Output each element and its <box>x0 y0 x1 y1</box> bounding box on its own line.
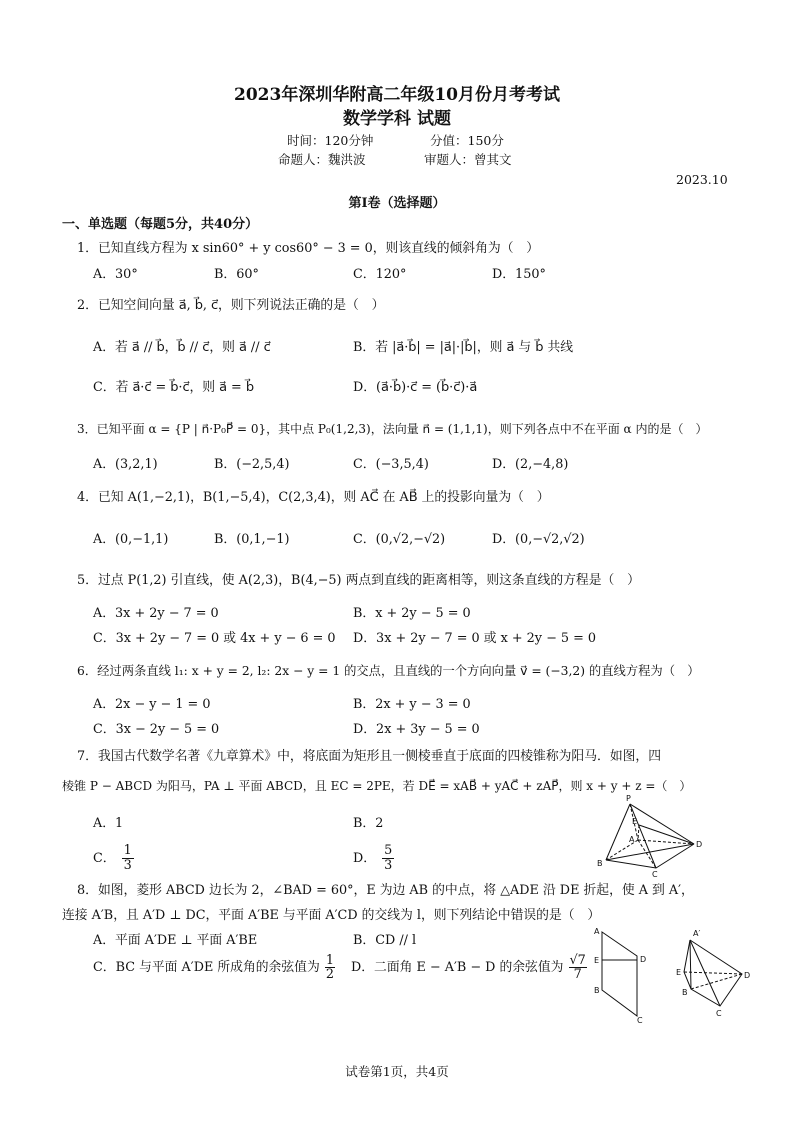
q4-option-b: B．(0,1,−1) <box>214 532 290 547</box>
edge-pd <box>630 804 694 844</box>
q6-option-b: B．2x + y − 3 = 0 <box>353 697 471 712</box>
q5-option-a: A．3x + 2y − 7 = 0 <box>93 606 219 621</box>
part-heading: 第I卷（选择题） <box>348 196 446 211</box>
q6-option-c: C．3x − 2y − 5 = 0 <box>93 722 220 737</box>
label-a: A <box>629 835 635 844</box>
q7-option-d-fraction <box>382 844 394 873</box>
edge-ea <box>638 825 639 840</box>
label-c: C <box>652 870 658 878</box>
exam-author: 命题人：魏洪波 <box>278 152 366 167</box>
q8-option-d-label: D．二面角 E − A′B − D 的余弦值为 <box>351 960 564 975</box>
label-e-right: E <box>676 968 682 977</box>
label-b: B <box>597 859 603 868</box>
folded-solid-outline <box>684 940 742 1006</box>
exam-title: 2023年深圳华附高二年级10月份月考考试 <box>234 85 560 105</box>
q5-option-d: D．3x + 2y − 7 = 0 或 x + 2y − 5 = 0 <box>353 631 597 646</box>
question-6-stem: 6．经过两条直线 l₁: x + y = 2, l₂: 2x − y = 1 的交点，且直线的一个方向向量 v⃗ = (−3,2) 的直线方程为（ ） <box>77 664 700 678</box>
q4-option-a: A．(0,−1,1) <box>93 532 169 547</box>
q8-option-c-label: C．BC 与平面 A′DE 所成角的余弦值为 <box>93 960 320 975</box>
q1-option-a: A．30° <box>93 267 138 282</box>
q8-option-a: A．平面 A′DE ⊥ 平面 A′BE <box>93 933 258 948</box>
q7-option-d-label: D． <box>353 851 377 866</box>
q8-option-d <box>351 954 587 981</box>
q1-option-c: C．120° <box>353 267 407 282</box>
question-4-stem: 4．已知 A(1,−2,1)，B(1,−5,4)，C(2,3,4)，则 AC⃗ 在 AB⃗ 上的投影向量为（ ） <box>77 490 550 505</box>
label-d: D <box>696 840 703 849</box>
q1-option-b: B．60° <box>214 267 259 282</box>
q8-c-denominator: 2 <box>325 967 334 982</box>
q3-option-c: C．(−3,5,4) <box>353 457 429 472</box>
label-c-left: C <box>637 1016 643 1024</box>
page-footer: 试卷第1页，共4页 <box>345 1064 449 1079</box>
question-3-stem: 3．已知平面 α = {P | n⃗·P₀P⃗ = 0}，其中点 P₀(1,2,3)，法向量 n⃗ = (1,1,1)，则下列各点中不在平面 α 内的是（ ） <box>77 422 708 436</box>
q8-option-d-fraction <box>569 954 587 981</box>
q7-d-denominator: 3 <box>384 858 393 873</box>
label-e: E <box>632 817 638 826</box>
q8-d-denominator: 7 <box>573 967 582 982</box>
label-a-left: A <box>594 927 600 936</box>
q7-option-b: B．2 <box>353 816 384 831</box>
q4-option-c: C．(0,√2,−√2) <box>353 532 446 547</box>
q3-option-a: A．(3,2,1) <box>93 457 158 472</box>
q7-option-d <box>353 844 394 873</box>
label-a-prime: A′ <box>693 929 701 938</box>
q7-c-denominator: 3 <box>123 858 132 873</box>
q3-option-d: D．(2,−4,8) <box>492 457 569 472</box>
edge-a2b <box>690 940 691 989</box>
question-2-stem: 2．已知空间向量 a⃗, b⃗, c⃗，则下列说法正确的是（ ） <box>77 298 385 313</box>
exam-date: 2023.10 <box>676 172 728 187</box>
section-heading: 一、单选题（每题5分，共40分） <box>62 217 259 232</box>
label-c-right: C <box>716 1009 722 1018</box>
label-p: P <box>626 794 631 803</box>
question-8-line-2: 连接 A′B，且 A′D ⊥ DC，平面 A′BE 与平面 A′CD 的交线为 l，则下列结论中错误的是（ ） <box>62 908 601 923</box>
q8-rhombus-figure <box>592 924 757 1024</box>
exam-reviewer: 审题人：曾其文 <box>424 152 512 167</box>
rhombus-abcd <box>602 932 637 1016</box>
q8-option-c-fraction <box>325 954 335 981</box>
exam-time: 时间：120分钟 <box>287 133 374 148</box>
question-1-stem: 1．已知直线方程为 x sin60° + y cos60° − 3 = 0，则该直线的倾斜角为（ ） <box>77 241 540 256</box>
q4-option-d: D．(0,−√2,√2) <box>492 532 585 547</box>
exam-subtitle: 数学学科 试题 <box>343 109 451 129</box>
q6-option-d: D．2x + 3y − 5 = 0 <box>353 722 480 737</box>
q5-option-c: C．3x + 2y − 7 = 0 或 4x + y − 6 = 0 <box>93 631 336 646</box>
label-d-left: D <box>640 955 647 964</box>
edge-ed <box>639 825 694 844</box>
pyramid-base-front <box>606 844 694 868</box>
q1-option-d: D．150° <box>492 267 546 282</box>
label-b-right: B <box>682 988 688 997</box>
q7-pyramid-figure <box>594 792 704 878</box>
q2-option-d: D．(a⃗·b⃗)·c⃗ = (b⃗·c⃗)·a⃗ <box>353 380 478 395</box>
q2-option-b: B．若 |a⃗·b⃗| = |a⃗|·|b⃗|，则 a⃗ 与 b⃗ 共线 <box>353 340 574 355</box>
q8-option-c <box>93 954 335 981</box>
q2-option-a: A．若 a⃗ // b⃗，b⃗ // c⃗，则 a⃗ // c⃗ <box>93 340 271 355</box>
edge-pb <box>606 804 630 860</box>
question-7-line-1: 7．我国古代数学名著《九章算术》中，将底面为矩形且一侧棱垂直于底面的四棱锥称为阳马．如图，四 <box>77 749 662 764</box>
q3-option-b: B．(−2,5,4) <box>214 457 290 472</box>
q6-option-a: A．2x − y − 1 = 0 <box>93 697 211 712</box>
q2-option-c: C．若 a⃗·c⃗ = b⃗·c⃗，则 a⃗ = b⃗ <box>93 380 254 395</box>
q8-d-numerator: √7 <box>569 953 586 968</box>
q8-option-b: B．CD // l <box>353 933 417 948</box>
q7-option-c <box>93 844 134 873</box>
label-d-right: D <box>744 971 751 980</box>
q7-option-a: A．1 <box>93 816 124 831</box>
label-e-left: E <box>594 956 600 965</box>
edge-bd-folded <box>691 974 742 989</box>
q7-c-numerator: 1 <box>123 843 132 858</box>
question-7-line-2: 棱锥 P − ABCD 为阳马，PA ⊥ 平面 ABCD，且 EC = 2PE，若 DE⃗ = xAB⃗ + yAC⃗ + zAP⃗，则 x + y + z =（ ） <box>62 779 692 793</box>
q5-option-b: B．x + 2y − 5 = 0 <box>353 606 471 621</box>
q7-option-c-label: C． <box>93 851 116 866</box>
question-5-stem: 5．过点 P(1,2) 引直线，使 A(2,3)，B(4,−5) 两点到直线的距离相等，则这条直线的方程是（ ） <box>77 573 640 588</box>
exam-score: 分值：150分 <box>430 133 504 148</box>
q7-d-numerator: 5 <box>384 843 393 858</box>
q7-option-c-fraction <box>122 844 134 873</box>
q8-c-numerator: 1 <box>325 953 334 968</box>
edge-ed-folded <box>684 972 742 974</box>
label-b-left: B <box>594 986 600 995</box>
question-8-line-1: 8．如图，菱形 ABCD 边长为 2，∠BAD = 60°，E 为边 AB 的中点，将 △ADE 沿 DE 折起，使 A 到 A′， <box>77 883 694 898</box>
